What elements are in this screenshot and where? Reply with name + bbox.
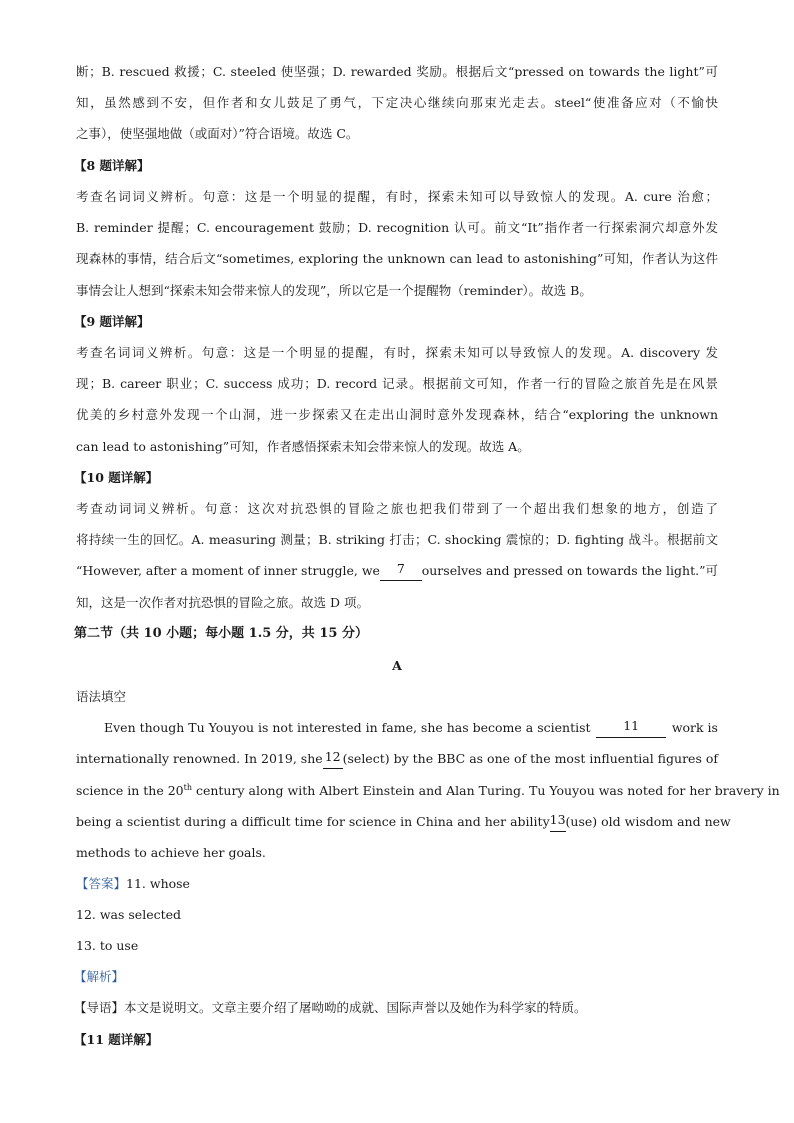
passage-line (76, 749, 718, 769)
text-fragment: being a scientist during a difficult time for science in China and her ability (76, 814, 550, 829)
guide-text: 【导语】本文是说明文。文章主要介绍了屠呦呦的成就、国际声誉以及她作为科学家的特质。 (74, 1000, 587, 1015)
text-line: 优美的乡村意外发现一个山洞，进一步探索又在走出山洞时意外发现森林，结合“exploring the unknown (76, 407, 718, 422)
answer-11: 11. whose (126, 876, 190, 891)
part-label: A (392, 658, 402, 673)
text-line: 考查名词词义辨析。句意：这是一个明显的提醒，有时，探索未知可以导致惊人的发现。A. discovery 发 (76, 345, 718, 360)
blank-13: 13 (550, 812, 566, 832)
q9-heading: 【9 题详解】 (74, 314, 150, 329)
text-line: B. reminder 提醒；C. encouragement 鼓励；D. recognition 认可。前文“It”指作者一行探索洞穴却意外发 (76, 220, 718, 235)
answer-label: 【答案】 (76, 876, 127, 891)
answer-12: 12. was selected (76, 907, 182, 922)
q8-heading: 【8 题详解】 (74, 158, 150, 173)
passage-line (76, 781, 780, 801)
section-title: 第二节（共 10 小题；每小题 1.5 分，共 15 分） (74, 626, 368, 641)
exercise-type: 语法填空 (76, 689, 127, 704)
text-line: 考查名词词义辨析。句意：这是一个明显的提醒，有时，探索未知可以导致惊人的发现。A. cure 治愈； (76, 189, 718, 204)
text-line: 知，这是一次作者对抗恐惧的冒险之旅。故选 D 项。 (76, 595, 369, 610)
text-line: 断；B. rescued 救援；C. steeled 使坚强；D. rewarded 奖励。根据后文“pressed on towards the light”可 (76, 64, 718, 79)
text-line: 将持续一生的回忆。A. measuring 测量；B. striking 打击；C. shocking 震惊的；D. fighting 战斗。根据前文 (76, 532, 718, 547)
text-line: 考查动词词义辨析。句意：这次对抗恐惧的冒险之旅也把我们带到了一个超出我们想象的地方，创造了 (76, 501, 718, 516)
text-fragment: science in the 20 (76, 783, 184, 798)
passage-line (76, 812, 731, 832)
text-fragment: work is (671, 720, 718, 735)
text-fragment: century along with Albert Einstein and Alan Turing. Tu Youyou was noted for her bravery in (191, 783, 780, 798)
blank-12: 12 (323, 749, 343, 769)
text-fragment: (use) old wisdom and new (565, 814, 731, 829)
passage-line (104, 718, 718, 738)
superscript: th (183, 782, 192, 792)
q11-heading: 【11 题详解】 (74, 1032, 159, 1047)
passage-line: methods to achieve her goals. (76, 845, 266, 860)
q10-heading: 【10 题详解】 (74, 470, 159, 485)
text-line: can lead to astonishing”可知，作者感悟探索未知会带来惊人的发现。故选 A。 (76, 439, 530, 454)
blank-11: 11 (596, 718, 666, 738)
text-fragment: internationally renowned. In 2019, she (76, 751, 323, 766)
text-line: 现；B. career 职业；C. success 成功；D. record 记录。根据前文可知，作者一行的冒险之旅首先是在风景 (76, 376, 718, 391)
text-fragment: (select) by the BBC as one of the most influential figures of (342, 751, 718, 766)
blank-7: 7 (380, 561, 422, 581)
analysis-label: 【解析】 (74, 969, 125, 984)
answer-13: 13. to use (76, 938, 139, 953)
text-line: 现森林的事情，结合后文“sometimes, exploring the unknown can lead to astonishing”可知，作者认为这件 (76, 251, 718, 266)
text-line: 事情会让人想到“探索未知会带来惊人的发现”，所以它是一个提醒物（reminder）。故选 B。 (76, 283, 592, 298)
text-fragment: “However, after a moment of inner struggle, we (76, 563, 380, 578)
text-fragment: ourselves and pressed on towards the light.”可 (421, 563, 718, 578)
text-fragment: Even though Tu Youyou is not interested in fame, she has become a scientist (104, 720, 591, 735)
text-line: 知，虽然感到不安，但作者和女儿鼓足了勇气，下定决心继续向那束光走去。steel“使准备应对（不愉快 (76, 95, 718, 110)
answer-line (76, 874, 190, 894)
text-line: 之事），使坚强地做（或面对）”符合语境。故选 C。 (76, 126, 359, 141)
text-line (76, 561, 718, 581)
